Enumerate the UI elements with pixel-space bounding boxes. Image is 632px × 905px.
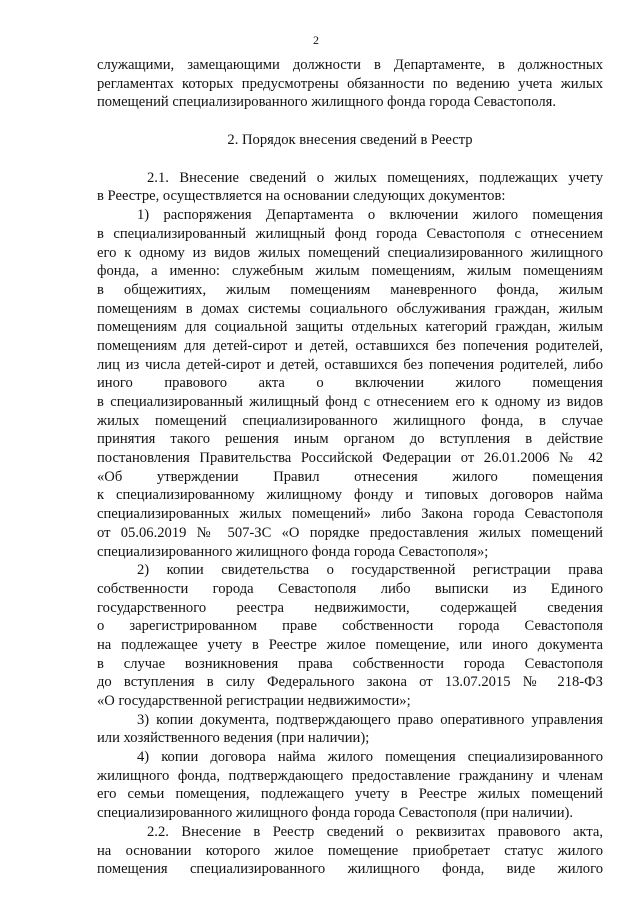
text-line: регламентах которых предусмотрены обязанности по ведению учета жилых	[97, 75, 603, 92]
section-heading: 2. Порядок внесения сведений в Реестр	[227, 132, 473, 149]
text-line: фонда, а именно: служебным жилым помещениям, жилым помещениям	[97, 263, 603, 280]
text-line: в Реестре, осуществляется на основании следующих документов:	[97, 188, 506, 205]
text-line: на подлежащее учету в Реестре жилое помещение, или иного документа	[97, 636, 603, 653]
text-line: в специализированный жилищный фонд с отнесением его к одному из видов	[97, 394, 603, 410]
text-line: «О государственной регистрации недвижимости»;	[97, 693, 411, 709]
text-line: о зарегистрированном праве собственности города Севастополя	[97, 618, 603, 635]
text-line: постановления Правительства Российской Федерации от 26.01.2006 № 42	[97, 450, 603, 467]
text-line: специализированного жилищного фонда города Севастополя»;	[97, 543, 489, 560]
text-line: жилищного фонда, подтверждающего предоставление гражданину и членам	[97, 767, 603, 784]
text-line: «Об утверждении Правил отнесения жилого помещения	[97, 468, 603, 485]
text-line: иного правового акта о включении жилого помещения	[97, 375, 603, 392]
text-line: специализированного жилищного фонда города Севастополя (при наличии).	[97, 805, 574, 822]
paragraph-gap	[97, 112, 603, 131]
text-line: принятия такого решения иным органом до вступления в действие	[97, 431, 603, 448]
text-line: помещения специализированного жилищного фонда, виде жилого	[97, 861, 603, 878]
text-line: его к одному из видов жилых помещений специализированного жилищного	[97, 244, 603, 261]
text-line: или хозяйственного ведения (при наличии);	[97, 730, 370, 747]
text-line: служащими, замещающими должности в Департаменте, в должностных	[97, 57, 603, 73]
text-line: лиц из числа детей-сирот и детей, оставшихся без попечения родителей, либо	[97, 356, 603, 373]
text-line: помещениям в домах системы социального обслуживания граждан, жилым	[97, 300, 603, 317]
text-line: 1) распоряжения Департамента о включении жилого помещения	[137, 207, 603, 224]
text-line: от 05.06.2019 № 507-ЗС «О порядке предоставления жилых помещений	[97, 524, 603, 541]
text-line: помещениям для детей-сирот и детей, оставшихся без попечения родителей,	[97, 337, 603, 354]
text-line: 2.2. Внесение в Реестр сведений о реквизитах правового акта,	[147, 823, 603, 840]
text-line: в специализированный жилищный фонд города Севастополя с отнесением	[97, 225, 603, 242]
text-line: помещений специализированного жилищного фонда города Севастополя.	[97, 94, 556, 111]
text-line: помещениям для социальной защиты отдельных категорий граждан, жилым	[97, 319, 603, 336]
text-line: 2) копии свидетельства о государственной регистрации права	[137, 562, 603, 579]
text-line: в случае возникновения права собственности города Севастополя	[97, 655, 603, 672]
text-line: государственного реестра недвижимости, содержащей сведения	[97, 599, 603, 616]
text-line: специализированных жилых помещений» либо Закона города Севастополя	[97, 506, 603, 523]
text-line: жилых помещений специализированного жилищного фонда, в случае	[97, 412, 603, 429]
document-body	[97, 56, 603, 879]
text-line: 4) копии договора найма жилого помещения специализированного	[137, 749, 603, 766]
text-line: 3) копии документа, подтверждающего право оперативного управления	[137, 711, 603, 728]
text-line: 2.1. Внесение сведений о жилых помещениях, подлежащих учету	[147, 169, 603, 186]
page-number: 2	[313, 33, 319, 47]
paragraph-gap	[97, 150, 603, 169]
text-line: на основании которого жилое помещение приобретает статус жилого	[97, 842, 603, 859]
text-line: его семьи помещения, подлежащего учету в Реестре жилых помещений	[97, 786, 603, 803]
text-line: собственности города Севастополя либо выписки из Единого	[97, 580, 603, 597]
text-line: до вступления в силу Федерального закона от 13.07.2015 № 218-ФЗ	[97, 674, 603, 691]
text-line: к специализированному жилищному фонду и типовых договоров найма	[97, 487, 603, 504]
text-line: в общежитиях, жилым помещениям маневренного фонда, жилым	[97, 281, 603, 298]
